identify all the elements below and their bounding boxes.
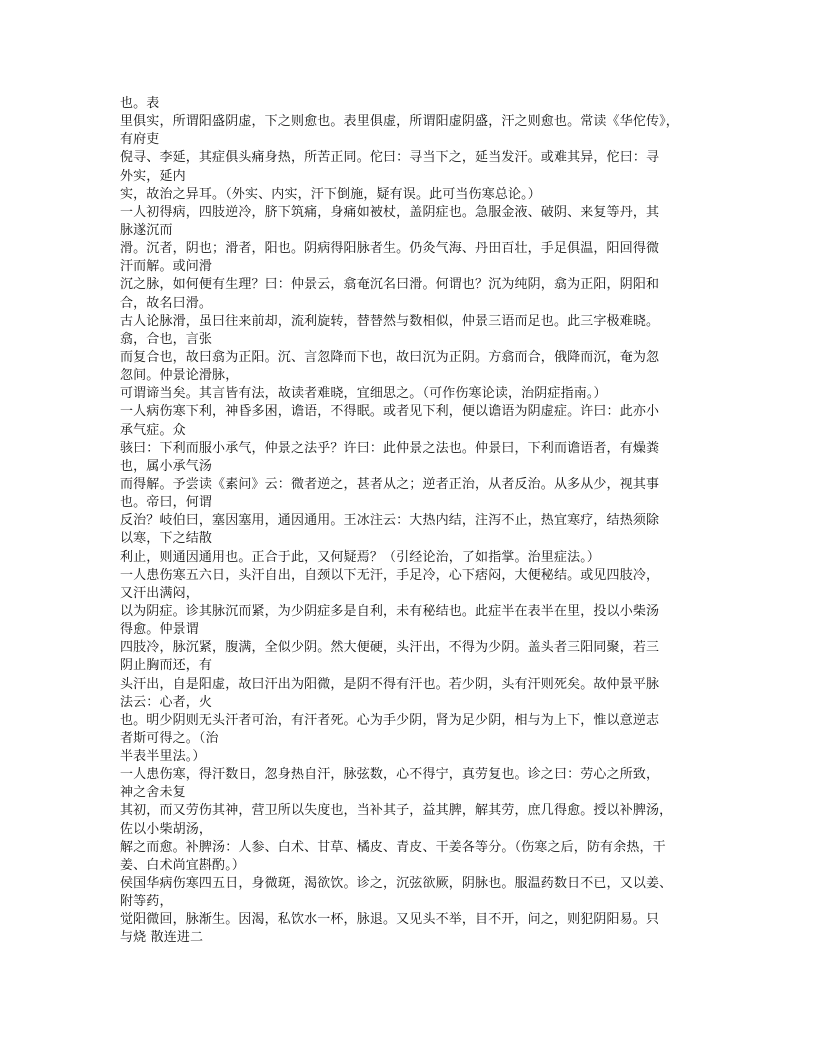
text-line: 阴止胸而还，有: [120, 658, 213, 674]
text-line: 神之舍未复: [120, 785, 186, 801]
text-line: 利止，则通因通用也。正合于此，又何疑焉？（引经论治，了如指掌。治里症法。）: [120, 549, 601, 565]
text-line: 骇曰：下利而服小承气，仲景之法乎？许曰：此仲景之法也。仲景曰，下利而谵语者，有燥粪: [120, 440, 660, 456]
text-line: 姜、白术尚宜斟酌。）: [120, 857, 246, 873]
text-line: 汗而解。或问滑: [120, 259, 213, 275]
text-line: 者斯可得之。（治: [120, 730, 219, 746]
text-line: 以为阴症。诊其脉沉而紧，为少阴症多是自利，未有秘结也。此症半在表半在里，投以小柴汤: [120, 603, 660, 619]
text-line: 侯国华病伤寒四五日，身微斑，渴欲饮。诊之，沉弦欲厥，阴脉也。服温药数日不已，又以姜、: [120, 876, 673, 892]
text-line: 也，属小承气汤: [120, 458, 213, 474]
text-line: 一人病伤寒下利，神昏多困，谵语，不得眠。或者见下利，便以谵语为阴虚症。许曰：此亦小: [120, 404, 660, 420]
text-line: 沉之脉，如何便有生理？曰：仲景云，翕奄沉名曰滑。何谓也？沉为纯阴，翕为正阳，阴阳和: [120, 277, 660, 293]
text-line: 法云：心者，火: [120, 694, 213, 710]
text-line: 又汗出满闷，: [120, 585, 199, 601]
text-line: 古人论脉滑，虽曰往来前却，流利旋转，替替然与数相似，仲景三语而足也。此三字极难晓。: [120, 313, 660, 329]
text-line: 觉阳微回，脉渐生。因渴，私饮水一杯，脉退。又见头不举，目不开，问之，则犯阴阳易。只: [120, 912, 660, 928]
text-line: 与烧 散连进二: [120, 930, 204, 946]
text-line: 也。明少阴则无头汗者可治，有汗者死。心为手少阴，肾为足少阴，相与为上下，惟以意逆志: [120, 712, 660, 728]
text-line: 反治？岐伯曰，塞因塞用，通因通用。王冰注云：大热内结，注泻不止，热宜寒疗，结热须除: [120, 513, 660, 529]
text-line: 承气症。众: [120, 422, 186, 438]
text-line: 外实，延内: [120, 168, 186, 184]
text-line: 一人患伤寒，得汗数日，忽身热自汗，脉弦数，心不得宁，真劳复也。诊之曰：劳心之所致，: [120, 767, 660, 783]
text-line: 翕，合也，言张: [120, 331, 213, 347]
text-line: 实，故治之异耳。（外实、内实，汗下倒施，疑有误。此可当伤寒总论。）: [120, 186, 541, 202]
text-line: 可谓谛当矣。其言皆有法，故读者难晓，宜细思之。（可作伤寒论读，治阴症指南。）: [120, 386, 607, 402]
text-line: 而得解。予尝读《素问》云：微者逆之，甚者从之；逆者正治，从者反治。从多从少，视其事: [120, 476, 660, 492]
text-line: 一人患伤寒五六日，头汗自出，自颈以下无汗，手足冷，心下痞闷，大便秘结。或见四肢冷，: [120, 567, 660, 583]
text-line: 也。帝曰，何谓: [120, 495, 213, 511]
text-line: 以寒，下之结散: [120, 531, 213, 547]
text-line: 半表半里法。）: [120, 749, 206, 765]
text-line: 倪寻、李延，其症俱头痛身热，所苦正同。佗曰：寻当下之，延当发汗。或难其异，佗曰：寻: [120, 150, 660, 166]
text-line: 里俱实，所谓阳盛阴虚，下之则愈也。表里俱虚，所谓阳虚阴盛，汗之则愈也。常读《华佗传》，: [120, 114, 679, 130]
text-line: 也。表: [120, 96, 160, 111]
text-line: 合，故名曰滑。: [120, 295, 213, 311]
document-page: [120, 95, 704, 948]
text-line: 四肢冷，脉沉紧，腹满，全似少阴。然大便硬，头汗出，不得为少阴。盖头者三阳同聚，若三: [120, 640, 660, 656]
text-line: 解之而愈。补脾汤：人参、白术、甘草、橘皮、青皮、干姜各等分。（伤寒之后，防有余热，干: [120, 839, 666, 855]
text-line: 其初，而又劳伤其神，营卫所以失度也，当补其子，益其脾，解其劳，庶几得愈。授以补脾汤，: [120, 803, 673, 819]
text-line: 一人初得病，四肢逆冷，脐下筑痛，身痛如被杖，盖阴症也。急服金液、破阴、来复等丹，其: [120, 204, 660, 220]
text-line: 佐以小柴胡汤，: [120, 821, 213, 837]
text-line: 有府吏: [120, 132, 160, 148]
text-line: 头汗出，自是阳虚，故曰汗出为阳微，是阴不得有汗也。若少阴，头有汗则死矣。故仲景平脉: [120, 676, 660, 692]
text-line: 脉遂沉而: [120, 222, 173, 238]
text-line: 而复合也，故曰翕为正阳。沉、言忽降而下也，故曰沉为正阴。方翕而合，俄降而沉，奄为忽: [120, 349, 660, 365]
text-line: 滑。沉者，阴也；滑者，阳也。阴病得阳脉者生。仍灸气海、丹田百壮，手足俱温，阳回得微: [120, 241, 660, 257]
text-line: 忽间。仲景论滑脉，: [120, 368, 239, 384]
text-line: 附等药，: [120, 894, 173, 910]
text-line: 得愈。仲景谓: [120, 622, 199, 638]
